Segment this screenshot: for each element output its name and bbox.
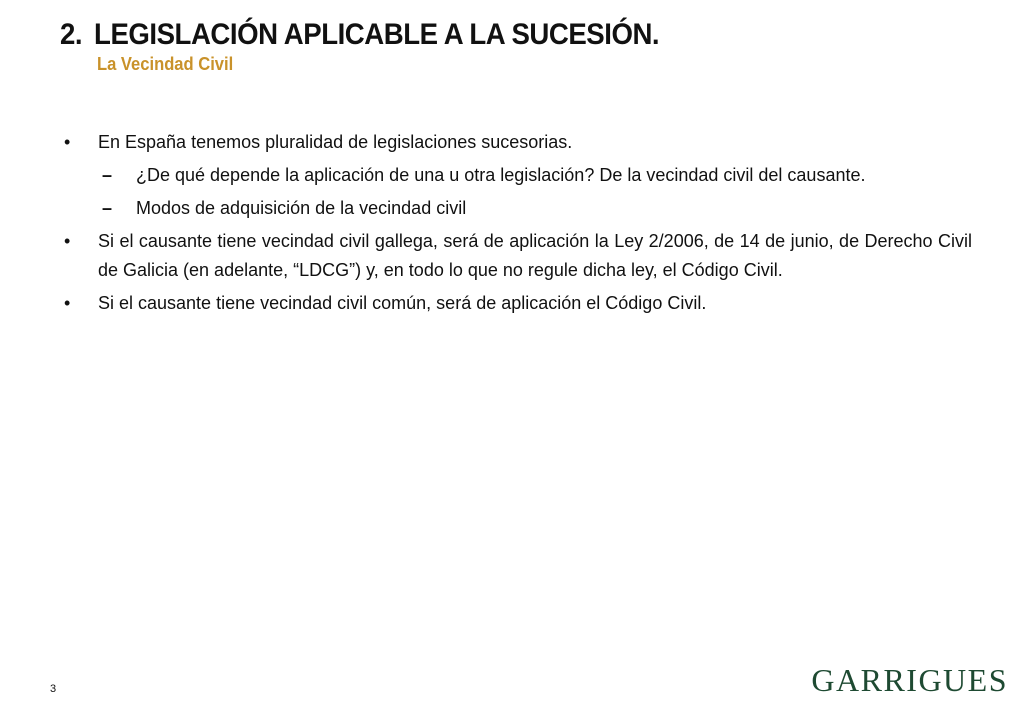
content-list <box>62 128 972 322</box>
bullet-icon: • <box>64 293 71 313</box>
sub-list-item <box>62 161 972 190</box>
sub-list-item-text: ¿De qué depende la aplicación de una u otra legislación? De la vecindad civil del causante. <box>136 165 866 185</box>
list-item <box>62 289 972 318</box>
bullet-icon: • <box>64 132 71 152</box>
list-item-text: Si el causante tiene vecindad civil gallega, será de aplicación la Ley 2/2006, de 14 de junio, de Derecho Civil de Galicia (en adelante, “LDCG”) y, en todo lo que no regule dicha ley, el Código Civil. <box>98 231 972 280</box>
section-number: 2. <box>60 18 83 51</box>
slide-title <box>60 18 659 52</box>
garrigues-logo: GARRIGUES <box>811 662 1008 698</box>
list-item-text: Si el causante tiene vecindad civil común, será de aplicación el Código Civil. <box>98 293 707 313</box>
title-text: LEGISLACIÓN APLICABLE A LA SUCESIÓN. <box>94 18 660 51</box>
dash-icon: – <box>102 198 113 218</box>
bullet-icon: • <box>64 231 71 251</box>
list-item <box>62 227 972 285</box>
list-item-text: En España tenemos pluralidad de legislaciones sucesorias. <box>98 132 573 152</box>
slide-subtitle: La Vecindad Civil <box>97 54 234 74</box>
dash-icon: – <box>102 165 113 185</box>
title-block <box>60 18 711 75</box>
list-item <box>62 128 972 157</box>
sub-list-item-text: Modos de adquisición de la vecindad civil <box>136 198 467 218</box>
page-number: 3 <box>50 683 57 695</box>
sub-list-item <box>62 194 972 223</box>
